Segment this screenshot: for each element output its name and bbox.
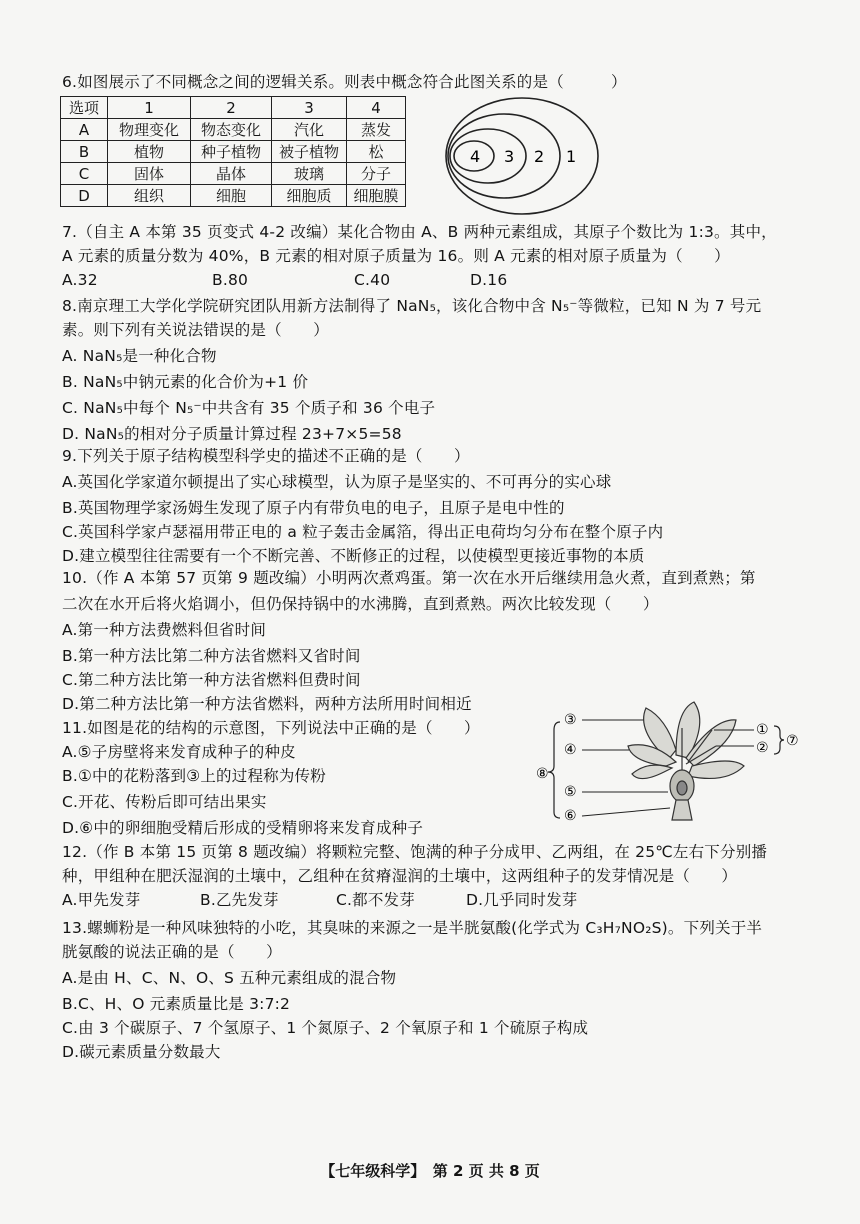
table-cell: 晶体 bbox=[191, 163, 272, 185]
q9-option-a: A.英国化学家道尔顿提出了实心球模型，认为原子是坚实的、不可再分的实心球 bbox=[62, 473, 612, 491]
q7-option-d: D.16 bbox=[470, 271, 508, 289]
q9-option-d: D.建立模型往往需要有一个不断完善、不断修正的过程，以使模型更接近事物的本质 bbox=[62, 547, 645, 565]
table-header-row bbox=[61, 97, 406, 119]
flower-label: ⑥ bbox=[564, 808, 577, 824]
flower-label: ① bbox=[756, 722, 769, 738]
table-header-cell: 选项 bbox=[61, 97, 108, 119]
q10-line1: 10.（作 A 本第 57 页第 9 题改编）小明两次煮鸡蛋。第一次在水开后继续用急火煮，直到煮熟；第 bbox=[62, 569, 756, 587]
venn-label: 1 bbox=[566, 147, 577, 166]
q8-line2: 素。则下列有关说法错误的是（ ） bbox=[62, 321, 329, 339]
q11-option-b: B.①中的花粉落到③上的过程称为传粉 bbox=[62, 767, 326, 785]
flower-label: ⑤ bbox=[564, 784, 577, 800]
table-cell: 细胞膜 bbox=[347, 185, 406, 207]
q11-stem: 11.如图是花的结构的示意图，下列说法中正确的是（ ） bbox=[62, 719, 480, 737]
table-cell: 物态变化 bbox=[191, 119, 272, 141]
q12-line1: 12.（作 B 本第 15 页第 8 题改编）将颗粒完整、饱满的种子分成甲、乙两组，在 25℃左右下分别播 bbox=[62, 843, 768, 861]
q13-line2: 胱氨酸的说法正确的是（ ） bbox=[62, 943, 282, 961]
table-row bbox=[61, 141, 406, 163]
page-footer: 【七年级科学】 第 2 页 共 8 页 bbox=[320, 1162, 540, 1180]
q10-option-d: D.第二种方法比第一种方法省燃料，两种方法所用时间相近 bbox=[62, 695, 472, 713]
flower-label: ④ bbox=[564, 742, 577, 758]
flower-label: ⑦ bbox=[786, 733, 799, 749]
table-row bbox=[61, 163, 406, 185]
ovule bbox=[677, 781, 687, 795]
q13-option-b: B.C、H、O 元素质量比是 3:7:2 bbox=[62, 995, 291, 1013]
q8-option-a: A. NaN₅是一种化合物 bbox=[62, 347, 217, 365]
table-cell: 被子植物 bbox=[272, 141, 347, 163]
table-row bbox=[61, 185, 406, 207]
receptacle bbox=[672, 800, 692, 820]
q10-option-b: B.第一种方法比第二种方法省燃料又省时间 bbox=[62, 647, 361, 665]
q9-stem: 9.下列关于原子结构模型科学史的描述不正确的是（ ） bbox=[62, 447, 470, 465]
table-cell: 组织 bbox=[108, 185, 191, 207]
table-cell: A bbox=[61, 119, 108, 141]
q7-line2: A 元素的质量分数为 40%，B 元素的相对原子质量为 16。则 A 元素的相对原子质量为（ ） bbox=[62, 247, 730, 265]
venn-label: 2 bbox=[534, 147, 545, 166]
flower-drawing bbox=[628, 702, 744, 820]
q7-line1: 7.（自主 A 本第 35 页变式 4-2 改编）某化合物由 A、B 两种元素组成，其原子个数比为 1:3。其中， bbox=[62, 223, 777, 241]
table-cell: 玻璃 bbox=[272, 163, 347, 185]
q13-option-c: C.由 3 个碳原子、7 个氢原子、1 个氮原子、2 个氧原子和 1 个硫原子构成 bbox=[62, 1019, 589, 1037]
flower-label: ③ bbox=[564, 712, 577, 728]
venn-label: 4 bbox=[470, 147, 481, 166]
table-cell: 蒸发 bbox=[347, 119, 406, 141]
q11-option-c: C.开花、传粉后即可结出果实 bbox=[62, 793, 267, 811]
flower-label: ② bbox=[756, 740, 769, 756]
q9-option-c: C.英国科学家卢瑟福用带正电的 a 粒子轰击金属箔，得出正电荷均匀分布在整个原子内 bbox=[62, 523, 664, 541]
petal bbox=[632, 765, 672, 778]
q13-option-a: A.是由 H、C、N、O、S 五种元素组成的混合物 bbox=[62, 969, 397, 987]
flower-structure-diagram bbox=[536, 700, 806, 828]
q6-options-table bbox=[60, 96, 406, 207]
q7-option-a: A.32 bbox=[62, 271, 98, 289]
q8-line1: 8.南京理工大学化学院研究团队用新方法制得了 NaN₅，该化合物中含 N₅⁻等微粒，已知 N 为 7 号元 bbox=[62, 297, 762, 315]
table-cell: 细胞 bbox=[191, 185, 272, 207]
q6-stem: 6.如图展示了不同概念之间的逻辑关系。则表中概念符合此图关系的是（ ） bbox=[62, 73, 627, 91]
leader-line bbox=[582, 808, 670, 816]
q11-option-a: A.⑤子房壁将来发育成种子的种皮 bbox=[62, 743, 296, 761]
q10-option-a: A.第一种方法费燃料但省时间 bbox=[62, 621, 267, 639]
q13-option-d: D.碳元素质量分数最大 bbox=[62, 1043, 221, 1061]
table-row bbox=[61, 119, 406, 141]
concept-venn-diagram bbox=[442, 94, 602, 218]
table-cell: 分子 bbox=[347, 163, 406, 185]
q8-option-b: B. NaN₅中钠元素的化合价为+1 价 bbox=[62, 373, 309, 391]
q13-line1: 13.螺蛳粉是一种风味独特的小吃，其臭味的来源之一是半胱氨酸(化学式为 C₃H₇NO₂S)。下列关于半 bbox=[62, 919, 763, 937]
table-header-cell: 3 bbox=[272, 97, 347, 119]
q7-option-b: B.80 bbox=[212, 271, 249, 289]
table-cell: 植物 bbox=[108, 141, 191, 163]
table-cell: 种子植物 bbox=[191, 141, 272, 163]
q8-option-d: D. NaN₅的相对分子质量计算过程 23+7×5=58 bbox=[62, 425, 402, 443]
table-header-cell: 2 bbox=[191, 97, 272, 119]
table-cell: 松 bbox=[347, 141, 406, 163]
flower-label: ⑧ bbox=[536, 766, 549, 782]
q8-option-c: C. NaN₅中每个 N₅⁻中共含有 35 个质子和 36 个电子 bbox=[62, 399, 436, 417]
q12-line2: 种，甲组种在肥沃湿润的土壤中，乙组种在贫瘠湿润的土壤中，这两组种子的发芽情况是（ ） bbox=[62, 867, 738, 885]
table-cell: 物理变化 bbox=[108, 119, 191, 141]
q12-option-c: C.都不发芽 bbox=[336, 891, 415, 909]
q9-option-b: B.英国物理学家汤姆生发现了原子内有带负电的电子，且原子是电中性的 bbox=[62, 499, 565, 517]
venn-label: 3 bbox=[504, 147, 515, 166]
table-header-cell: 1 bbox=[108, 97, 191, 119]
table-cell: B bbox=[61, 141, 108, 163]
q10-line2: 二次在水开后将火焰调小，但仍保持锅中的水沸腾，直到煮熟。两次比较发现（ ） bbox=[62, 595, 659, 613]
brace-left bbox=[548, 722, 560, 818]
q7-option-c: C.40 bbox=[354, 271, 391, 289]
q12-option-a: A.甲先发芽 bbox=[62, 891, 141, 909]
q10-option-c: C.第二种方法比第一种方法省燃料但费时间 bbox=[62, 671, 361, 689]
table-cell: D bbox=[61, 185, 108, 207]
table-header-cell: 4 bbox=[347, 97, 406, 119]
q12-option-d: D.几乎同时发芽 bbox=[466, 891, 578, 909]
table-cell: 汽化 bbox=[272, 119, 347, 141]
table-cell: C bbox=[61, 163, 108, 185]
q12-option-b: B.乙先发芽 bbox=[200, 891, 279, 909]
table-cell: 固体 bbox=[108, 163, 191, 185]
venn-ellipse-3 bbox=[450, 129, 526, 183]
table-cell: 细胞质 bbox=[272, 185, 347, 207]
q11-option-d: D.⑥中的卵细胞受精后形成的受精卵将来发育成种子 bbox=[62, 819, 424, 837]
brace-right bbox=[774, 726, 784, 754]
